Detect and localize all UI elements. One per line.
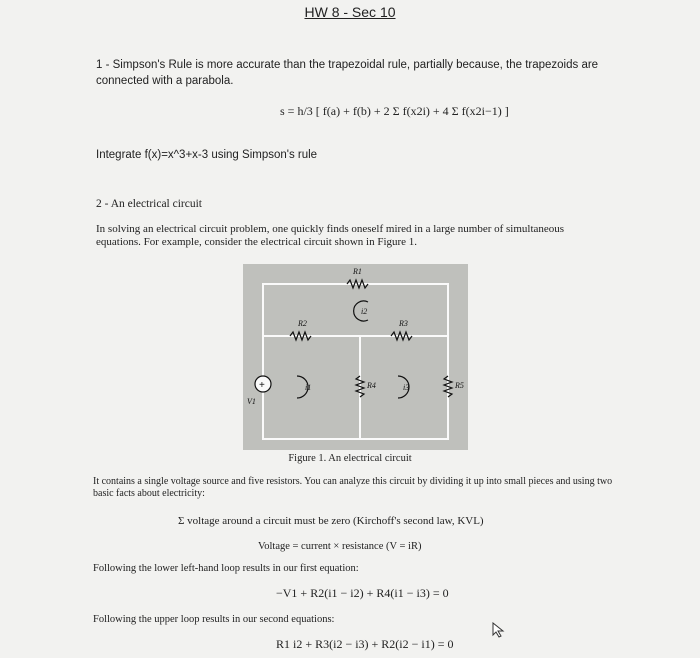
circuit-paragraph: It contains a single voltage source and five resistors. You can analyze this circuit by dividing it up into small pieces and using two basic facts about electricity: [93, 476, 613, 499]
svg-text:+: + [259, 380, 265, 391]
label-r4: R4 [367, 381, 376, 390]
equation-1: −V1 + R2(i1 − i2) + R4(i1 − i3) = 0 [276, 586, 449, 600]
label-i3: i3 [403, 383, 410, 392]
integrate-instruction: Integrate f(x)=x^3+x-3 using Simpson's rule [96, 149, 318, 161]
lower-loop-text: Following the lower left-hand loop results in our first equation: [93, 563, 359, 574]
circuit-figure [243, 264, 468, 450]
label-r1: R1 [353, 267, 362, 276]
kvl-statement: Σ voltage around a circuit must be zero (Kirchoff's second law, KVL) [178, 515, 484, 527]
label-v1: V1 [247, 397, 256, 406]
figure-caption: Figure 1. An electrical circuit [288, 453, 412, 464]
question-1-text: 1 - Simpson's Rule is more accurate than the trapezoidal rule, partially because, the trapezoids are connected with a parabola. [96, 59, 599, 87]
question-2-heading: 2 - An electrical circuit [96, 198, 203, 210]
question-2-intro: In solving an electrical circuit problem, one quickly finds oneself mired in a large number of simultaneous equations. For example, consider the electrical circuit shown in Figure 1. [96, 223, 565, 248]
label-r5: R5 [455, 381, 464, 390]
label-r2: R2 [298, 319, 307, 328]
label-i1: i1 [305, 383, 312, 392]
label-r3: R3 [399, 319, 408, 328]
circuit-diagram [243, 264, 468, 450]
upper-loop-text: Following the upper loop results in our second equations: [93, 614, 335, 625]
mouse-cursor-icon [492, 622, 506, 638]
page-title: HW 8 - Sec 10 [304, 4, 396, 20]
label-i2: i2 [361, 307, 368, 316]
equation-2: R1 i2 + R3(i2 − i3) + R2(i2 − i1) = 0 [276, 637, 454, 651]
ohms-law: Voltage = current × resistance (V = iR) [258, 541, 422, 552]
simpson-formula: s = h/3 [ f(a) + f(b) + 2 Σ f(x2i) + 4 Σ f(x2i−1) ] [280, 104, 509, 118]
